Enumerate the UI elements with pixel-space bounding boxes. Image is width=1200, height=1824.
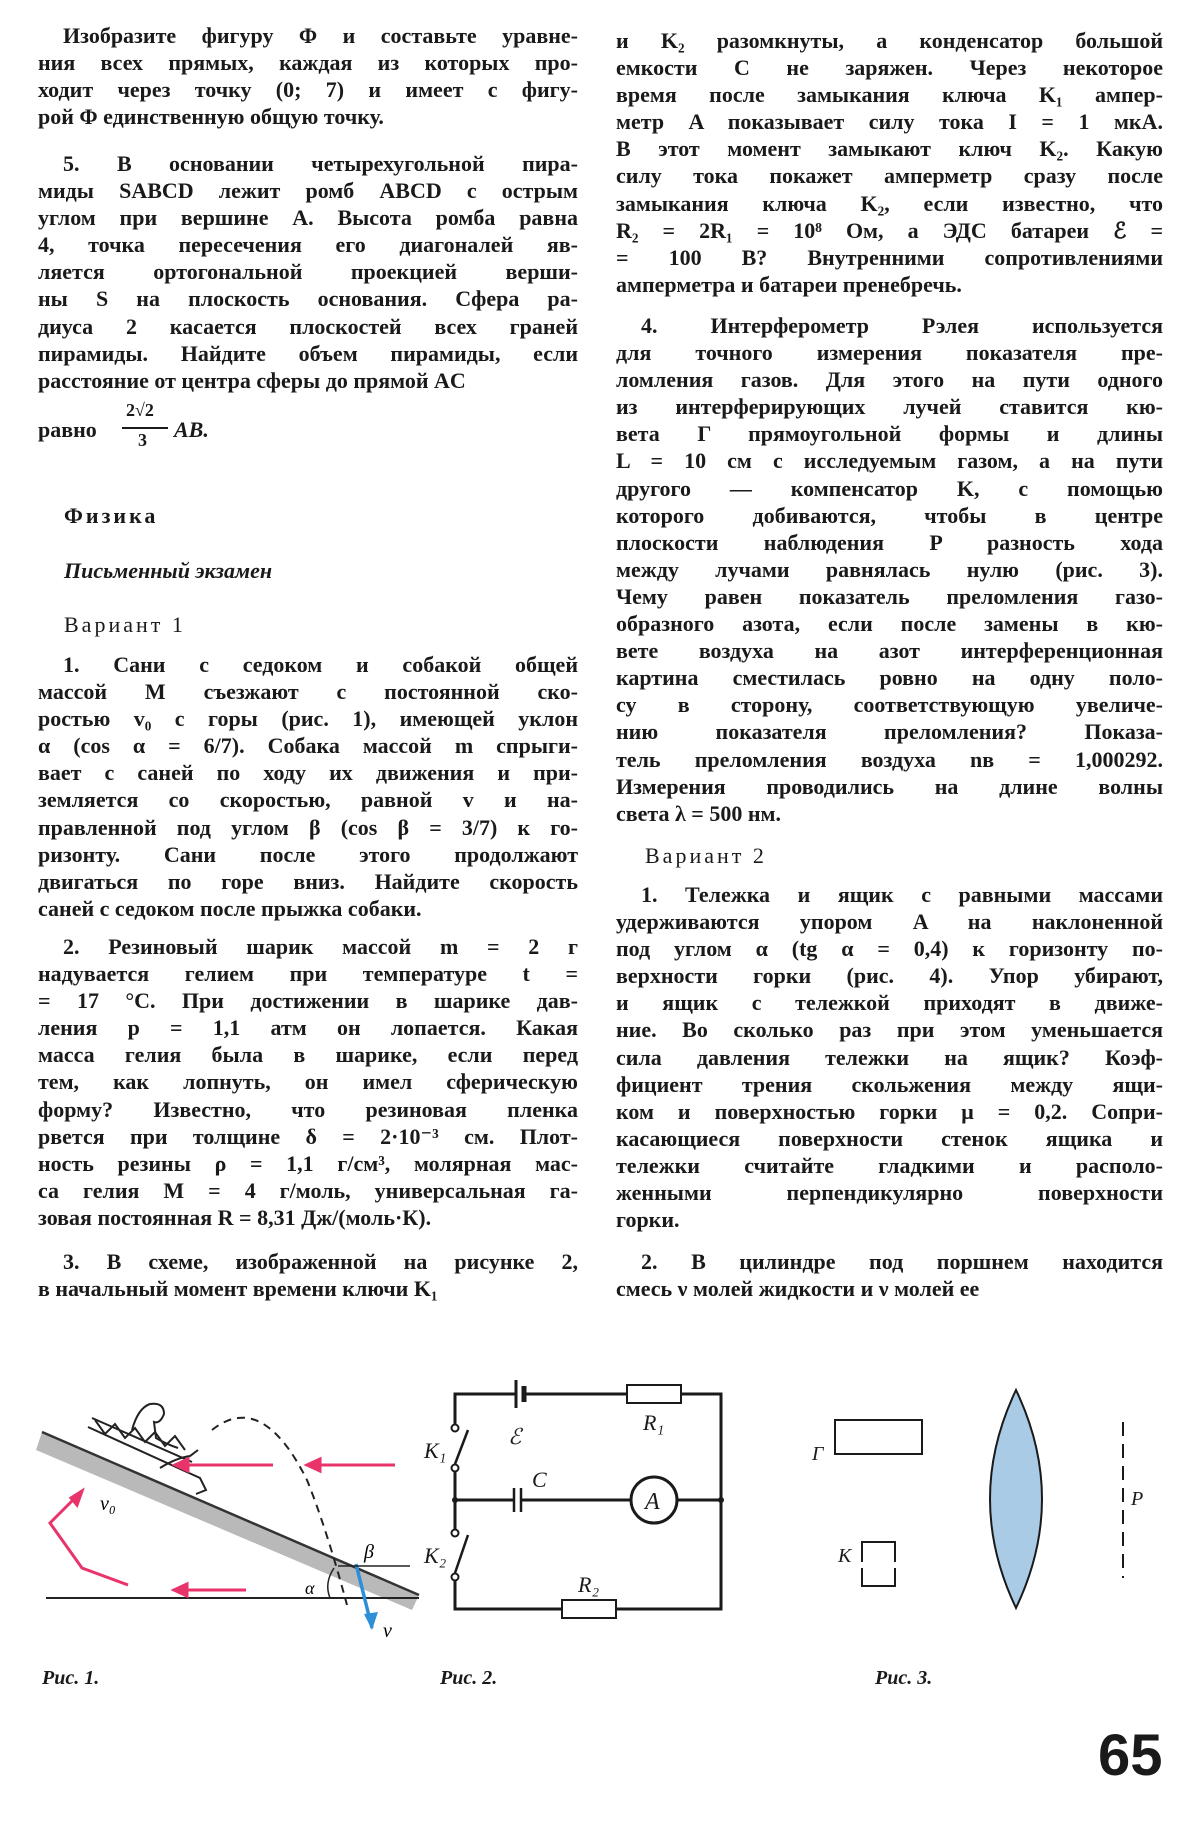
label-k1: K₁ [424,1438,447,1463]
text-line: тем, как лопнуть, он имел сферическую [38,1069,578,1095]
text-line: в начальный момент времени ключи K₁ [38,1276,438,1302]
figure-3-caption: Рис. 3. [875,1667,933,1689]
text-line: женными перпендикулярно поверхности [616,1180,1163,1206]
text-line: форму? Известно, что резиновая пленка [38,1096,578,1122]
text-line: емкости C не заряжен. Через некоторое [616,55,1163,81]
text-line: удерживаются упором A на наклоненной [616,909,1163,935]
text-line: из интерферирующих лучей ставится кю- [616,394,1163,420]
text-line: = 100 В? Внутренними сопротивлениями [616,244,1163,270]
label-c: C [532,1467,547,1492]
tail-suffix: AB. [174,417,209,442]
text-line: миды SABCD лежит ромб ABCD с острым [38,178,578,204]
text-line: под углом α (tg α = 0,4) к горизонту по- [616,936,1163,962]
text-line: массой M съезжают с постоянной ско- [38,679,578,705]
lens [990,1390,1042,1608]
text-line: рвется при толщине δ = 2·10⁻³ см. Плот- [38,1123,578,1149]
text-line: Измерения проводились на длине волны [616,773,1163,799]
label-compensator: K [838,1545,852,1567]
text-line: образного азота, если после замены в кю- [616,611,1163,637]
text-line: Чему равен показатель преломления газо- [616,583,1163,609]
text-line: 4, точка пересечения его диагоналей яв- [38,232,578,258]
figure-3-interferometer [835,1390,1123,1608]
text-line: расстояние от центра сферы до прямой AC [38,367,466,393]
text-line: земляется со скоростью, равной v и на- [38,787,578,813]
text-line: ние. Во сколько раз при этом уменьшается [616,1017,1163,1043]
text-line: света λ = 500 нм. [616,800,781,826]
text-line: Изобразите фигуру Φ и составьте уравне- [63,23,578,48]
text-line: ком и поверхностью горки μ = 0,2. Сопри- [616,1098,1163,1124]
text-line: ны S на плоскость основания. Сфера ра- [38,286,578,312]
text-line: ляется ортогональной проекцией верши- [38,259,578,285]
text-line: ления p = 1,1 атм он лопается. Какая [38,1015,578,1041]
subsection-heading: Письменный экзамен [64,558,273,583]
figure-2-caption: Рис. 2. [440,1667,498,1689]
text-line: замыкания ключа K₂, если известно, что [616,190,1163,216]
text-line: фициент трения скольжения между ящи- [616,1071,1163,1097]
text-line: горки. [616,1207,680,1233]
text-line: 2. В цилиндре под поршнем находится [641,1249,1163,1274]
text-line: вета Γ прямоугольной формы и длины [616,421,1163,447]
text-line: тель преломления воздуха nв = 1,000292. [616,746,1163,772]
text-line: ризонту. Сани после этого продолжают [38,841,578,867]
text-line: углом при вершине A. Высота ромба равна [38,205,578,231]
variant-1-heading: Вариант 1 [64,612,186,637]
label-plane: P [1131,1488,1144,1510]
text-line: между лучами равнялась нулю (рис. 3). [616,556,1163,582]
text-line: вает с саней по ходу их движения и при- [38,760,578,786]
section-heading: Физика [64,503,159,528]
fraction-denominator: 3 [138,430,147,450]
text-line: нию показателя преломления? Показа- [616,719,1163,745]
label-v0: v₀ [100,1493,116,1515]
text-line: смесь ν молей жидкости и ν молей ее [616,1276,980,1302]
text-line: L = 10 см с исследуемым газом, а на пути [616,448,1163,474]
text-line: плоскости наблюдения P разность хода [616,529,1163,555]
text-line: 4. Интерферометр Рэлея используется [641,313,1163,338]
text-line: надувается гелием при температуре t = [38,961,578,987]
compensator-bottom [862,1568,895,1586]
switch-k2 [455,1535,468,1573]
text-line: другого — компенсатор K, с помощью [616,475,1163,501]
text-line: амперметра и батареи пренебречь. [616,271,962,297]
text-line: 3. В схеме, изображенной на рисунке 2, [63,1249,578,1274]
text-line: масса гелия была в шарике, если перед [38,1042,578,1068]
label-beta: β [364,1541,374,1563]
page-number: 65 [1098,1723,1163,1788]
text-line: метр A показывает силу тока I = 1 мкА. [616,109,1163,135]
text-line: пирамиды. Найдите объем пирамиды, если [38,340,578,366]
text-line: 1. Тележка и ящик с равными массами [641,882,1163,907]
text-line: ломления газов. Для этого на пути одного [616,367,1163,393]
tail-prefix: равно [38,417,97,442]
text-line: тележки считайте гладкими и располо- [616,1152,1163,1178]
label-v: v [383,1620,392,1642]
figure-1-caption: Рис. 1. [42,1667,100,1689]
text-line: которого добиваются, чтобы в центре [616,502,1163,528]
velocity-arrowhead [364,1612,378,1630]
text-line: саней с седоком после прыжка собаки. [38,895,422,921]
text-line: 5. В основании четырехугольной пира- [63,151,578,176]
fraction-numerator: 2√2 [126,400,154,420]
text-line: R₂ = 2R₁ = 10⁸ Ом, а ЭДС батареи ℰ = [616,217,1163,243]
text-line: силу тока покажет амперметр сразу после [616,163,1163,189]
text-line: вете воздуха на азот интерференционная [616,638,1163,664]
label-emf: ℰ [508,1424,522,1449]
text-line: правленной под углом β (cos β = 3/7) к го- [38,814,578,840]
text-line: 1. Сани с седоком и собакой общей [63,652,578,677]
label-cuvette: Γ [812,1443,824,1465]
text-line: двигаться по горе вниз. Найдите скорость [38,868,578,894]
text-line: и K₂ разомкнуты, а конденсатор большой [616,28,1163,53]
figure-2-labels [423,1410,664,1597]
variant-2-heading: Вариант 2 [645,843,767,868]
text-line: ность резины ρ = 1,1 г/см³, молярная мас- [38,1150,578,1176]
compensator-top [862,1542,895,1562]
label-ammeter: A [645,1489,660,1515]
jump-trajectory [212,1418,347,1605]
text-line: ростью v₀ с горы (рис. 1), имеющей уклон [38,706,578,732]
figure-1-sled [36,1404,419,1642]
text-line: са гелия M = 4 г/моль, универсальная га- [38,1177,578,1203]
text-line: сила давления тележки на ящик? Коэф- [616,1044,1163,1070]
text-line: 2. Резиновый шарик массой m = 2 г [63,934,578,959]
resistor-r1 [627,1385,681,1403]
label-r1: R₁ [643,1410,665,1435]
label-alpha: α [305,1578,315,1598]
text-line: для точного измерения показателя пре- [616,340,1163,366]
text-line: и ящик с тележкой приходят в движе- [616,990,1163,1016]
text-line: зовая постоянная R = 8,31 Дж/(моль·К). [38,1204,432,1230]
switch-k1 [455,1430,468,1464]
text-line: α (cos α = 6/7). Собака массой m спрыги- [38,733,578,759]
text-line: диуса 2 касается плоскостей всех граней [38,313,578,339]
resistor-r2 [562,1600,616,1618]
label-r2: R₂ [578,1572,600,1597]
text-line: верхности горки (рис. 4). Упор убирают, [616,963,1163,989]
text-line: рой Φ единственную общую точку. [38,104,384,130]
slope-edge [42,1432,419,1595]
text-line: = 17 °C. При достижении в шарике дав- [38,988,578,1014]
figure-3-labels [811,1443,1143,1567]
text-line: су в сторону, соответствующую увеличе- [616,692,1163,718]
text-line: касающиеся поверхности стенок ящика и [616,1125,1163,1151]
text-line: В этот момент замыкают ключ K₂. Какую [616,136,1163,162]
text-line: ходит через точку (0; 7) и имеет с фигу- [38,77,578,103]
label-k2: K₂ [424,1543,447,1568]
text-line: время после замыкания ключа K₁ ампер- [616,82,1163,108]
text-line: картина сместилась ровно на одну поло- [616,665,1163,691]
cuvette [835,1420,922,1454]
text-line: ния всех прямых, каждая из которых про- [38,50,578,76]
